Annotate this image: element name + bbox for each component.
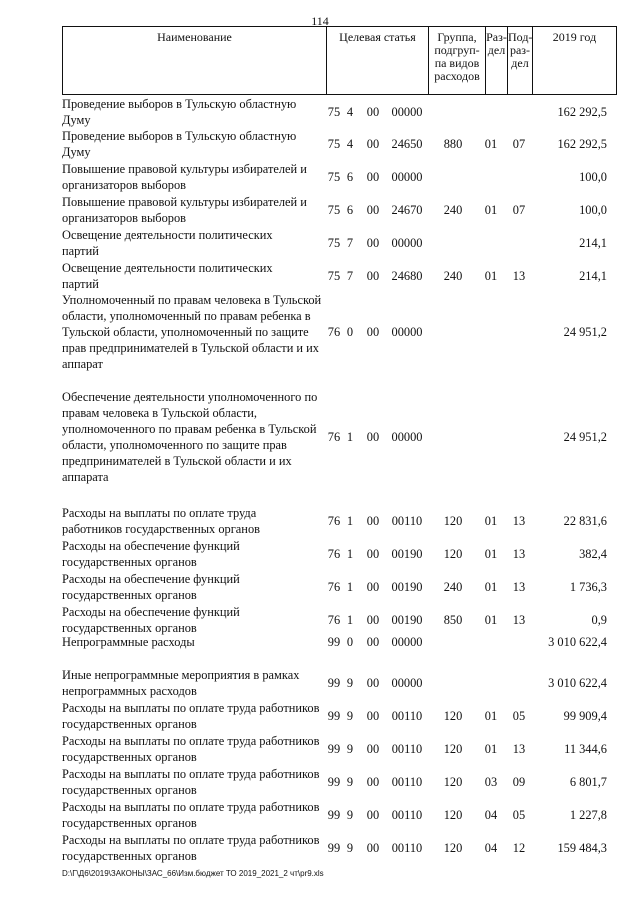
row-section: 01 <box>484 547 498 561</box>
row-code-item: 00000 <box>391 236 423 250</box>
row-section: 03 <box>484 775 498 789</box>
row-expense-group: 240 <box>443 580 463 594</box>
row-section: 01 <box>484 137 498 151</box>
row-code-program: 76 <box>327 613 341 627</box>
row-code-item: 24650 <box>391 137 423 151</box>
row-expense-group: 120 <box>443 808 463 822</box>
row-code-subprogram: 6 <box>346 203 354 217</box>
row-name: Повышение правовой культуры избирателей и организаторов выборов <box>62 195 307 225</box>
row-code-item: 00110 <box>391 808 423 822</box>
header-subsection-line: дел <box>511 56 529 70</box>
row-code-direction: 00 <box>366 137 380 151</box>
row-code-subprogram: 9 <box>346 709 354 723</box>
row-code-direction: 00 <box>366 841 380 855</box>
header-name <box>63 27 326 94</box>
row-subsection: 09 <box>512 775 526 789</box>
row-code-program: 99 <box>327 742 341 756</box>
row-code-program: 75 <box>327 269 341 283</box>
row-code-direction: 00 <box>366 203 380 217</box>
row-code-program: 76 <box>327 430 341 444</box>
row-code-item: 00190 <box>391 547 423 561</box>
header-subsection-line: раз- <box>509 43 531 57</box>
row-code-program: 99 <box>327 841 341 855</box>
row-code-item: 00000 <box>391 430 423 444</box>
row-amount-2019: 382,4 <box>579 547 607 561</box>
row-subsection: 12 <box>512 841 526 855</box>
header-section <box>485 27 507 94</box>
header-group <box>428 27 485 94</box>
row-code-program: 99 <box>327 808 341 822</box>
row-amount-2019: 99 909,4 <box>563 709 607 723</box>
row-amount-2019: 214,1 <box>579 269 607 283</box>
row-amount-2019: 24 951,2 <box>563 430 607 444</box>
row-code-subprogram: 4 <box>346 105 354 119</box>
header-group-line: подгруп- <box>434 43 480 57</box>
row-code-item: 00110 <box>391 841 423 855</box>
row-code-subprogram: 0 <box>346 325 354 339</box>
row-amount-2019: 162 292,5 <box>557 105 607 119</box>
header-name-label: Наименование <box>157 30 232 44</box>
row-subsection: 13 <box>512 514 526 528</box>
row-code-program: 76 <box>327 325 341 339</box>
header-group-line: расходов <box>434 69 480 83</box>
row-section: 01 <box>484 269 498 283</box>
row-code-program: 75 <box>327 236 341 250</box>
header-year-label: 2019 год <box>552 30 597 44</box>
row-code-program: 75 <box>327 203 341 217</box>
row-code-program: 99 <box>327 709 341 723</box>
row-code-subprogram: 7 <box>346 236 354 250</box>
row-code-direction: 00 <box>366 269 380 283</box>
row-subsection: 07 <box>512 203 526 217</box>
row-name: Уполномоченный по правам человека в Тульской области, уполномоченный по правам ребенка в Тульской области, уполномоченный по защите прав предпринимателей в Тульской области и их аппарат <box>62 293 322 371</box>
header-group-line: Группа, <box>437 30 477 44</box>
row-code-direction: 00 <box>366 635 380 649</box>
row-code-program: 75 <box>327 170 341 184</box>
row-code-program: 75 <box>327 105 341 119</box>
row-amount-2019: 1 227,8 <box>569 808 607 822</box>
row-amount-2019: 162 292,5 <box>557 137 607 151</box>
row-code-item: 00190 <box>391 613 423 627</box>
row-code-item: 00000 <box>391 105 423 119</box>
row-code-item: 00190 <box>391 580 423 594</box>
row-subsection: 07 <box>512 137 526 151</box>
row-code-direction: 00 <box>366 808 380 822</box>
row-expense-group: 120 <box>443 709 463 723</box>
header-subsection <box>507 27 532 94</box>
row-code-direction: 00 <box>366 580 380 594</box>
row-code-direction: 00 <box>366 613 380 627</box>
row-section: 01 <box>484 203 498 217</box>
row-amount-2019: 11 344,6 <box>564 742 607 756</box>
row-code-item: 00000 <box>391 325 423 339</box>
row-amount-2019: 0,9 <box>591 613 607 627</box>
row-amount-2019: 3 010 622,4 <box>548 676 607 690</box>
row-code-item: 00110 <box>391 742 423 756</box>
row-code-subprogram: 6 <box>346 170 354 184</box>
row-amount-2019: 159 484,3 <box>557 841 607 855</box>
row-code-subprogram: 0 <box>346 635 354 649</box>
row-amount-2019: 22 831,6 <box>563 514 607 528</box>
row-section: 01 <box>484 742 498 756</box>
row-section: 01 <box>484 514 498 528</box>
row-code-program: 99 <box>327 635 341 649</box>
header-section-line: Раз- <box>486 30 507 44</box>
table-header <box>62 26 617 95</box>
footer-file-path: D:\Г\Д6\2019\ЗАКОНЫ\ЗАС_66\Изм.бюджет ТО 2019_2021_2 чт\pr9.xls <box>62 869 324 878</box>
row-code-subprogram: 1 <box>346 514 354 528</box>
page-number: 114 <box>311 14 329 28</box>
row-amount-2019: 24 951,2 <box>563 325 607 339</box>
row-expense-group: 120 <box>443 775 463 789</box>
row-name: Расходы на обеспечение функций государственных органов <box>62 605 240 635</box>
row-code-subprogram: 7 <box>346 269 354 283</box>
row-amount-2019: 100,0 <box>579 170 607 184</box>
row-code-program: 76 <box>327 547 341 561</box>
row-amount-2019: 3 010 622,4 <box>548 635 607 649</box>
row-expense-group: 240 <box>443 269 463 283</box>
row-code-subprogram: 9 <box>346 808 354 822</box>
row-name: Расходы на выплаты по оплате труда работников государственных органов <box>62 767 320 797</box>
row-subsection: 13 <box>512 269 526 283</box>
row-amount-2019: 1 736,3 <box>569 580 607 594</box>
row-code-direction: 00 <box>366 775 380 789</box>
row-name: Расходы на обеспечение функций государственных органов <box>62 539 240 569</box>
row-name: Освещение деятельности политических партий <box>62 261 273 291</box>
row-name: Расходы на выплаты по оплате труда работников государственных органов <box>62 833 320 863</box>
row-expense-group: 880 <box>443 137 463 151</box>
row-code-item: 00000 <box>391 170 423 184</box>
row-section: 01 <box>484 709 498 723</box>
row-expense-group: 120 <box>443 547 463 561</box>
row-code-subprogram: 9 <box>346 775 354 789</box>
row-code-program: 99 <box>327 775 341 789</box>
row-name: Иные непрограммные мероприятия в рамках непрограммных расходов <box>62 668 300 698</box>
header-group-line: па видов <box>434 56 480 70</box>
row-code-item: 00110 <box>391 514 423 528</box>
row-expense-group: 120 <box>443 742 463 756</box>
row-expense-group: 850 <box>443 613 463 627</box>
row-code-direction: 00 <box>366 325 380 339</box>
row-code-direction: 00 <box>366 676 380 690</box>
header-target-article <box>326 27 428 94</box>
row-code-program: 76 <box>327 580 341 594</box>
row-subsection: 05 <box>512 709 526 723</box>
row-code-item: 24670 <box>391 203 423 217</box>
row-subsection: 13 <box>512 547 526 561</box>
row-code-subprogram: 9 <box>346 742 354 756</box>
row-section: 04 <box>484 808 498 822</box>
header-target-article-label: Целевая статья <box>339 30 416 44</box>
row-code-item: 00110 <box>391 709 423 723</box>
row-name: Обеспечение деятельности уполномоченного по правам человека в Тульской области, уполномоченного по правам ребенка в Тульской области, уполномоченного по защите прав предпринимателей в Тульской области и их аппарата <box>62 390 318 484</box>
row-code-direction: 00 <box>366 742 380 756</box>
row-code-program: 99 <box>327 676 341 690</box>
row-code-direction: 00 <box>366 170 380 184</box>
header-section-line: дел <box>487 43 506 57</box>
row-subsection: 13 <box>512 613 526 627</box>
row-name: Повышение правовой культуры избирателей и организаторов выборов <box>62 162 307 192</box>
row-code-subprogram: 4 <box>346 137 354 151</box>
row-section: 04 <box>484 841 498 855</box>
row-code-program: 76 <box>327 514 341 528</box>
row-code-direction: 00 <box>366 236 380 250</box>
header-year <box>532 27 616 94</box>
row-name: Проведение выборов в Тульскую областную Думу <box>62 97 297 127</box>
row-code-item: 00000 <box>391 635 423 649</box>
row-expense-group: 120 <box>443 841 463 855</box>
row-amount-2019: 6 801,7 <box>569 775 607 789</box>
row-code-direction: 00 <box>366 547 380 561</box>
row-name: Расходы на выплаты по оплате труда работников государственных органов <box>62 734 320 764</box>
row-name: Расходы на выплаты по оплате труда работников государственных органов <box>62 506 260 536</box>
row-code-item: 00110 <box>391 775 423 789</box>
row-code-subprogram: 1 <box>346 580 354 594</box>
row-subsection: 13 <box>512 742 526 756</box>
row-code-direction: 00 <box>366 430 380 444</box>
row-code-item: 00000 <box>391 676 423 690</box>
header-subsection-line: Под- <box>508 30 533 44</box>
row-name: Расходы на выплаты по оплате труда работников государственных органов <box>62 701 320 731</box>
row-code-program: 75 <box>327 137 341 151</box>
row-code-direction: 00 <box>366 514 380 528</box>
row-subsection: 13 <box>512 580 526 594</box>
row-amount-2019: 100,0 <box>579 203 607 217</box>
row-code-direction: 00 <box>366 105 380 119</box>
row-code-subprogram: 1 <box>346 547 354 561</box>
row-amount-2019: 214,1 <box>579 236 607 250</box>
row-code-subprogram: 9 <box>346 841 354 855</box>
row-code-direction: 00 <box>366 709 380 723</box>
row-section: 01 <box>484 580 498 594</box>
row-code-subprogram: 1 <box>346 613 354 627</box>
row-expense-group: 120 <box>443 514 463 528</box>
row-subsection: 05 <box>512 808 526 822</box>
row-name: Освещение деятельности политических партий <box>62 228 273 258</box>
row-code-subprogram: 1 <box>346 430 354 444</box>
row-section: 01 <box>484 613 498 627</box>
row-code-item: 24680 <box>391 269 423 283</box>
row-expense-group: 240 <box>443 203 463 217</box>
row-name: Расходы на обеспечение функций государственных органов <box>62 572 240 602</box>
row-name: Расходы на выплаты по оплате труда работников государственных органов <box>62 800 320 830</box>
row-name: Проведение выборов в Тульскую областную Думу <box>62 129 297 159</box>
row-name: Непрограммные расходы <box>62 635 195 649</box>
row-code-subprogram: 9 <box>346 676 354 690</box>
